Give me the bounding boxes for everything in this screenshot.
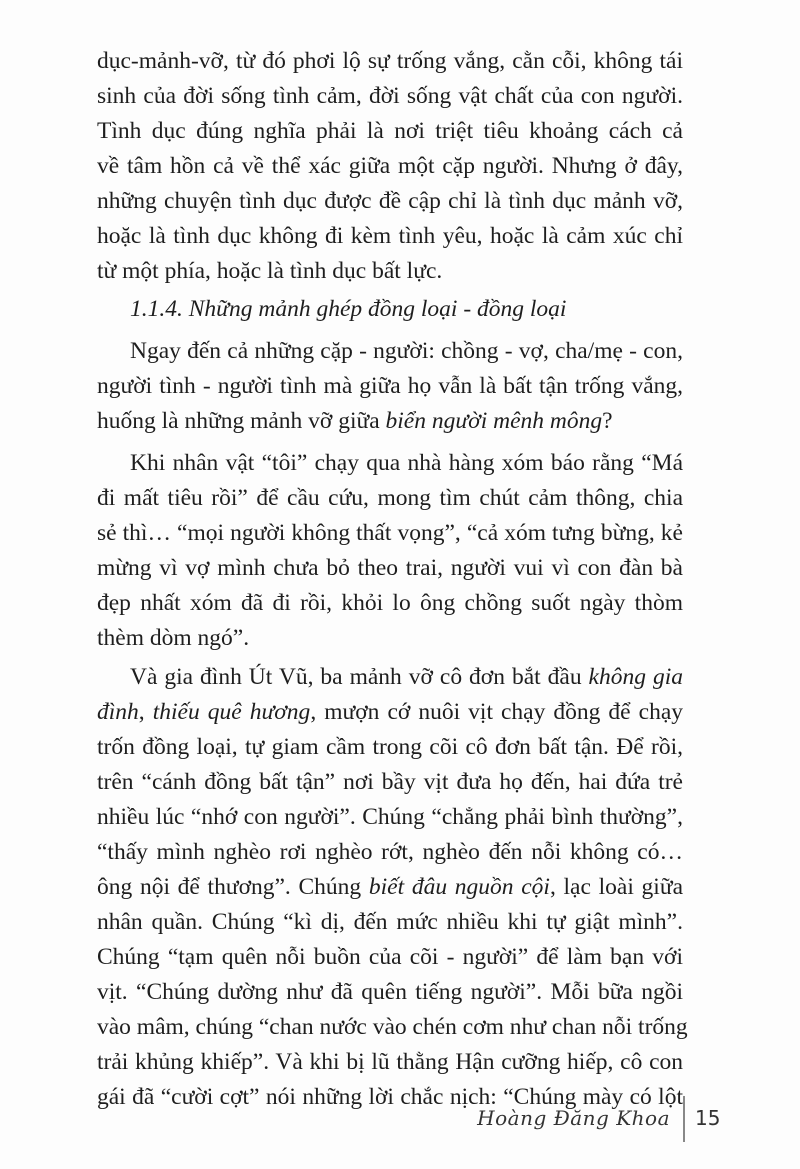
text-line: hoặc là tình dục không đi kèm tình yêu, hoặc là cảm xúc chỉ <box>97 223 683 249</box>
text-line: mừng vì vợ mình chưa bỏ theo trai, người vui vì con đàn bà <box>97 555 683 581</box>
text-line: những chuyện tình dục được đề cập chỉ là tình dục mảnh vỡ, <box>97 188 683 214</box>
page-footer <box>0 1096 800 1146</box>
author-signature: Hoàng Đăng Khoa <box>477 1106 670 1130</box>
text-line <box>97 695 683 729</box>
text-line: nhân quần. Chúng “kì dị, đến mức nhiều khi tự giật mình”. <box>97 909 683 935</box>
text-line: Chúng “tạm quên nỗi buồn của cõi - người” để làm bạn với <box>97 944 683 970</box>
text-line: thèm dòm ngó”. <box>97 625 250 651</box>
text-span: ? <box>602 408 613 434</box>
footer-divider <box>683 1096 685 1142</box>
text-span: , mượn cớ nuôi vịt chạy đồng để chạy <box>310 699 684 725</box>
text-span: ông nội để thương”. Chúng <box>97 874 369 900</box>
text-line: vịt. “Chúng dường như đã quên tiếng người”. Mỗi bữa ngồi <box>97 979 683 1005</box>
italic-phrase: biết đâu nguồn cội <box>368 874 550 900</box>
text-line: nhiều lúc “nhớ con người”. Chúng “chẳng phải bình thường”, <box>97 804 683 830</box>
section-heading: 1.1.4. Những mảnh ghép đồng loại - đồng loại <box>130 296 567 322</box>
text-line <box>130 660 683 694</box>
text-span: huống là những mảnh vỡ giữa <box>97 408 386 434</box>
text-span: Và gia đình Út Vũ, ba mảnh vỡ cô đơn bắt đầu <box>130 664 589 690</box>
text-line: về tâm hồn cả về thể xác giữa một cặp người. Nhưng ở đây, <box>97 153 683 179</box>
text-line: sẻ thì… “mọi người không thất vọng”, “cả xóm tưng bừng, kẻ <box>97 520 683 546</box>
text-line <box>97 870 683 904</box>
text-line: trên “cánh đồng bất tận” nơi bầy vịt đưa họ đến, hai đứa trẻ <box>97 769 683 795</box>
text-line: Ngay đến cả những cặp - người: chồng - vợ, cha/mẹ - con, <box>130 338 683 364</box>
text-line: Tình dục đúng nghĩa phải là nơi triệt tiêu khoảng cách cả <box>97 118 683 144</box>
text-line: sinh của đời sống tình cảm, đời sống vật chất của con người. <box>97 83 683 109</box>
italic-phrase: biển người mênh mông <box>385 408 603 434</box>
text-line: gái đã “cười cợt” nói những lời chắc nịch: “Chúng mày có lột <box>97 1084 683 1110</box>
page-number: 15 <box>695 1106 721 1130</box>
text-line: dục-mảnh-vỡ, từ đó phơi lộ sự trống vắng, cằn cỗi, không tái <box>97 48 683 74</box>
text-line: trải khủng khiếp”. Và khi bị lũ thằng Hận cưỡng hiếp, cô con <box>97 1049 683 1075</box>
text-line: “thấy mình nghèo rơi nghèo rớt, nghèo đến nỗi không có… <box>97 839 683 865</box>
text-line: vào mâm, chúng “chan nước vào chén cơm như chan nỗi trống <box>97 1014 688 1040</box>
italic-phrase: không gia <box>588 664 683 690</box>
text-line: người tình - người tình mà giữa họ vẫn là bất tận trống vắng, <box>97 373 683 399</box>
text-line: trốn đồng loại, tự giam cầm trong cõi cô đơn bất tận. Để rồi, <box>97 734 683 760</box>
text-span: , <box>138 699 153 725</box>
text-line: từ một phía, hoặc là tình dục bất lực. <box>97 258 443 284</box>
italic-phrase: thiếu quê hương <box>152 699 311 725</box>
text-line <box>97 404 683 438</box>
italic-phrase: đình <box>97 699 139 725</box>
text-line: đẹp nhất xóm đã đi rồi, khỏi lo ông chồng suốt ngày thòm <box>97 590 683 616</box>
text-line: đi mất tiêu rồi” để cầu cứu, mong tìm chút cảm thông, chia <box>97 485 683 511</box>
text-span: , lạc loài giữa <box>549 874 684 900</box>
text-line: Khi nhân vật “tôi” chạy qua nhà hàng xóm báo rằng “Má <box>130 450 683 476</box>
